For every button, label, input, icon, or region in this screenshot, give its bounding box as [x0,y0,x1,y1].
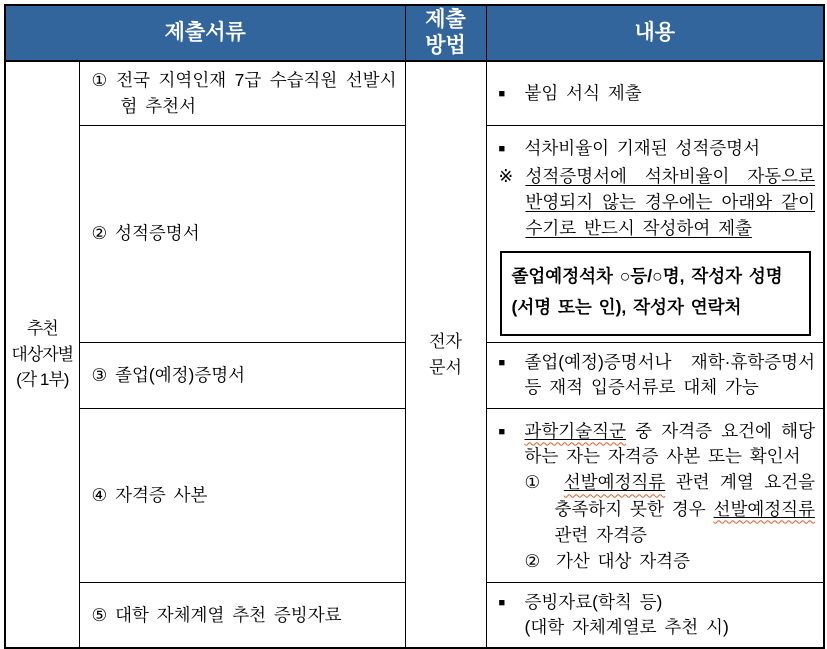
header-content-label: 내용 [634,20,676,44]
method-cell [405,61,486,648]
method-line1: 전자 [429,332,462,352]
doc-1-text [92,67,397,120]
doc-3-text [92,362,397,388]
content-5-text: 증빙자료(학칙 등) [524,591,663,612]
doc-2-text [92,220,397,246]
content-3-bullet-line [499,350,816,401]
content-5-bullet-line [499,590,816,615]
handwritten-entry-box [500,251,812,336]
box-line2: (서명 또는 인), 작성자 연락처 [511,297,742,318]
method-line2: 문서 [429,357,462,377]
spellcheck-word: 과학기술직군 [524,420,626,441]
reference-mark-icon: ※ [498,165,514,186]
item1-mid-text: 관련 계열 요건을 충족하지 못한 경우 [554,472,815,519]
content-1-text: 붙임 서식 제출 [524,82,642,103]
content-cell-2 [486,125,824,342]
doc-cell-4 [79,408,405,582]
item1-marker: ① [524,472,543,493]
content-2-note-line [499,163,816,242]
submission-documents-table [4,4,825,649]
box-line1: 졸업예정석차 ○등/○명, 작성자 성명 [511,265,783,286]
header-method [405,5,486,61]
label-line2: 대상자별 [11,344,74,364]
doc-3-marker: ③ [91,365,108,385]
table-row-1 [5,61,824,125]
doc-cell-1 [79,61,405,125]
doc-cell-2 [79,125,405,342]
content-2-text: 석차비율이 기재된 성적증명서 [524,137,760,158]
content-4-bullet-line [499,419,816,470]
square-bullet-icon: ■ [498,425,506,438]
spellcheck-word: 선발예정직류 [563,472,666,493]
item2-text: 가산 대상 자격증 [555,551,690,572]
header-documents [5,5,405,61]
content-cell-4 [486,408,824,582]
item2-marker: ② [524,551,541,572]
table-header-row [5,5,824,61]
doc-5-marker: ⑤ [91,604,108,625]
doc-5-text [92,602,397,628]
content-cell-3 [486,342,824,408]
doc-3-label: 졸업(예정)증명서 [115,365,246,385]
header-method-line1: 제출 [425,7,466,31]
doc-4-label: 자격증 사본 [115,485,208,505]
doc-cell-3 [79,342,405,408]
item1-end-text: 관련 자격증 [554,524,647,545]
doc-cell-5 [79,582,405,648]
content-2-note-text: 성적증명서에 석차비율이 자동으로 반영되지 않는 경우에는 아래와 같이 수기로 반드시 작성하여 제출 [525,165,815,239]
content-3-text: 졸업(예정)증명서나 재학·휴학증명서 등 재적 입증서류로 대체 가능 [524,351,815,398]
square-bullet-icon: ■ [498,356,506,369]
content-5-line2: (대학 자체계열로 추천 시) [524,616,729,637]
header-method-line2: 방법 [425,34,466,57]
square-bullet-icon: ■ [498,87,506,100]
doc-5-label: 대학 자체계열 추천 증빙자료 [115,604,342,625]
square-bullet-icon: ■ [498,596,506,609]
header-content [486,5,824,61]
recommendation-target-label-cell [5,61,79,648]
content-2-bullet-line [499,136,816,161]
content-4-item1 [525,469,816,548]
label-line1: 추천 [26,319,58,339]
content-4-text: 중 자격증 요건에 해당하는 자는 자격증 사본 또는 확인서 [524,420,815,466]
doc-1-label: 전국 지역인재 7급 수습직원 선발시험 추천서 [116,70,397,117]
content-1-bullet-line [499,81,816,106]
content-4-item2 [525,548,816,574]
doc-4-marker: ④ [91,485,108,505]
header-documents-label: 제출서류 [164,20,246,44]
square-bullet-icon: ■ [498,142,506,155]
spellcheck-word: 선발예정직류 [713,498,815,519]
doc-2-marker: ② [91,223,108,244]
content-cell-5 [486,582,824,648]
doc-2-label: 성적증명서 [115,223,200,244]
content-cell-1 [486,61,824,125]
doc-1-marker: ① [91,70,108,90]
doc-4-text [92,482,397,508]
label-line3: (각 1부) [16,370,69,390]
